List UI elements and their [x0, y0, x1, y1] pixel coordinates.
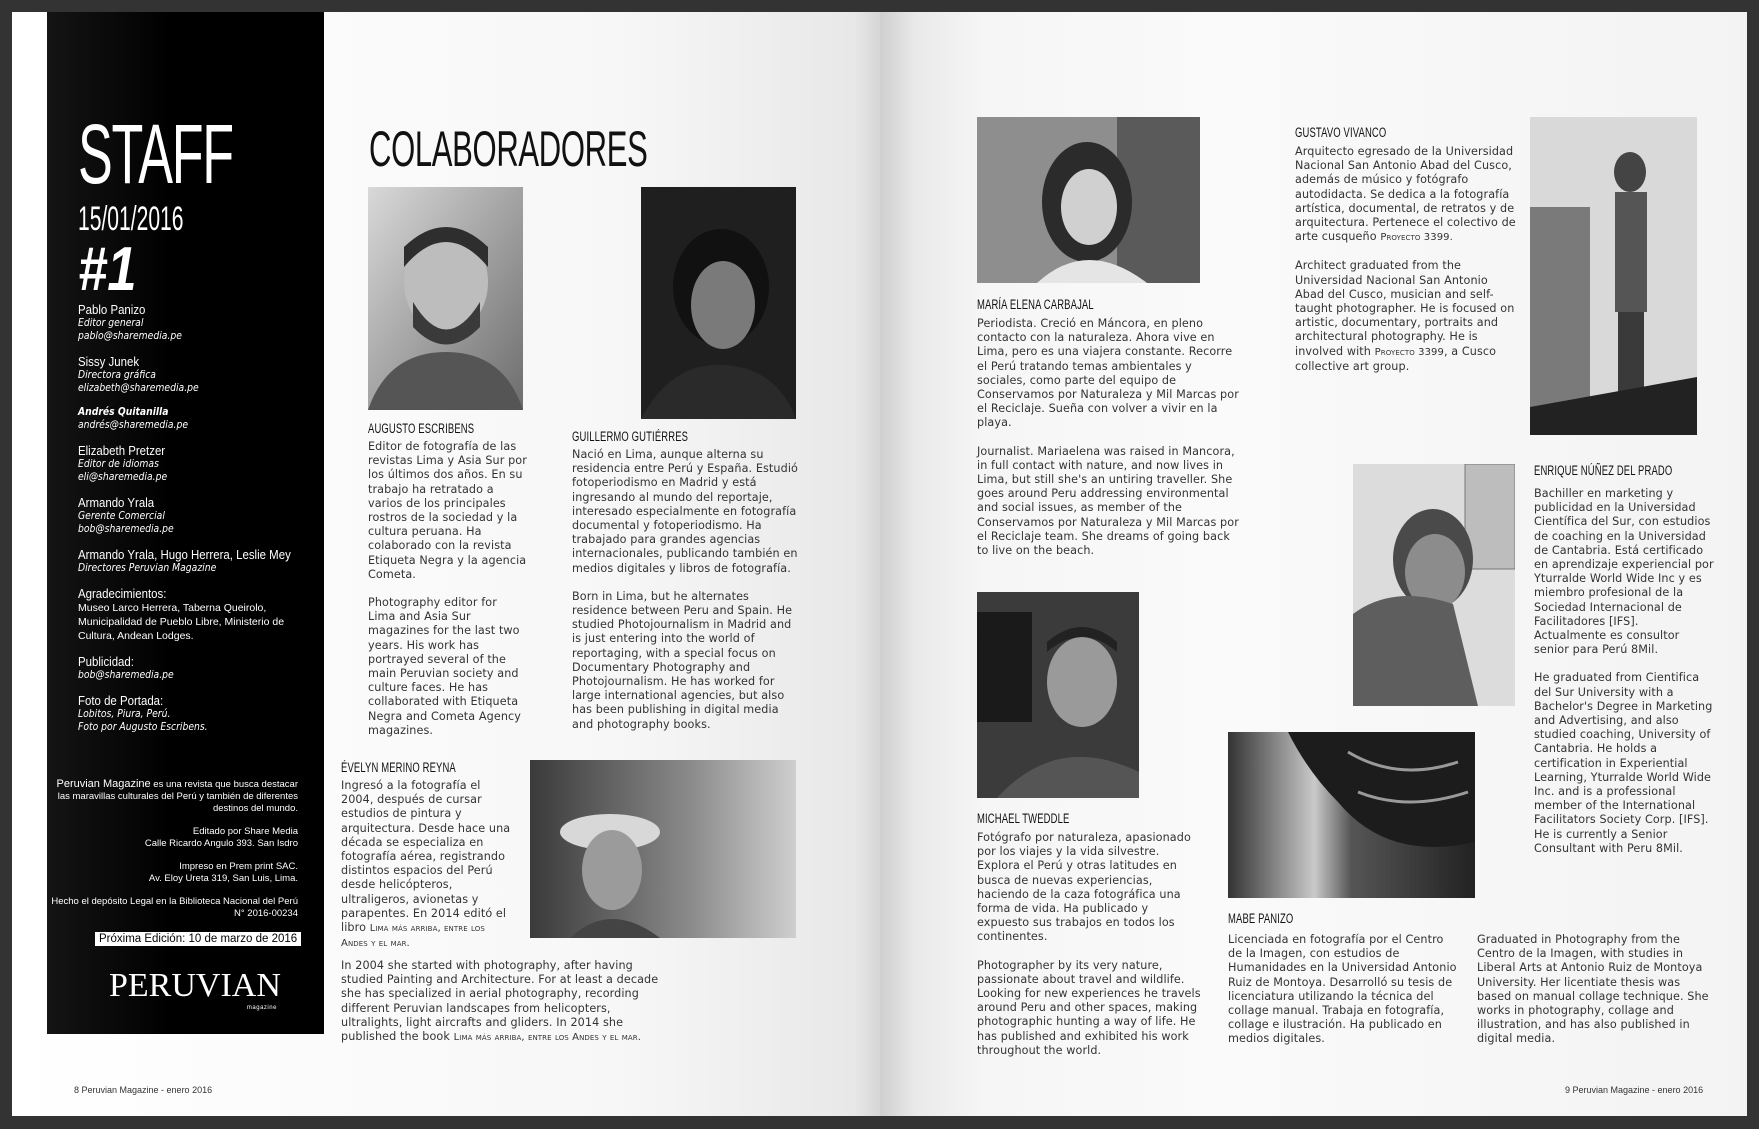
- staff-entry: [78, 547, 318, 575]
- bio-english: In 2004 she started with photography, after having studied Painting and Architecture. For at least a decade she has specialized in aerial photography, recording different Peruvian landscapes from helicopters, ultralights, light aircrafts and gliders. In 2014 she published the book Lima más arriba, entre los Andes y el mar.: [341, 959, 659, 1044]
- contributor-bio: [1534, 487, 1714, 870]
- staff-role: Editor de idiomas: [78, 458, 159, 470]
- colophon-brand: Peruvian Magazine: [56, 778, 151, 790]
- logo-main: PERUVIAN: [109, 967, 281, 1004]
- contributor-name: GUSTAVO VIVANCO: [1295, 125, 1387, 140]
- bio-english: Architect graduated from the Universidad Nacional San Antonio Abad del Cusco, musician and self-taught photographer. He is focused on artistic, documentary, portraits and architectural photography. He is involved with Proyecto 3399, a Cusco collective art group.: [1295, 259, 1515, 373]
- bio-spanish: Bachiller en marketing y publicidad en la Universidad Científica del Sur, con estudios de coaching en la Universidad de Cantabria. Está certificado en aprendizaje experiencial por Yturralde World Wide Inc y es miembro profesional de la Sociedad Internacional de Facilitadores [IFS]. Actualmente es consultor senior para Perú 8Mil.: [1534, 487, 1714, 657]
- staff-email[interactable]: elizabeth@sharemedia.pe: [78, 382, 199, 394]
- bio-english: Graduated in Photography from the Centro de la Imagen, with studies in Liberal Arts at Antonio Ruiz de Montoya University. Her licentiate thesis was based on manual collage technique. She works in photography, collage and illustration, and has also published in digital media.: [1477, 933, 1709, 1046]
- contributor-bio-spanish: [1228, 933, 1460, 1061]
- staff-name: Armando Yrala, Hugo Herrera, Leslie Mey: [78, 547, 291, 562]
- staff-email[interactable]: pablo@sharemedia.pe: [78, 330, 182, 342]
- staff-entry: [78, 354, 318, 395]
- group-name: Proyecto 3399: [1374, 346, 1444, 358]
- bio-english: Photography editor for Lima and Asia Sur magazines for the last two years. His work has portrayed several of the main Peruvian society and culture faces. He has collaborated with Etiqueta Negra and Cometa Agency magazines.: [368, 596, 522, 737]
- photo-evelyn-merino-reyna: [530, 760, 796, 938]
- photo-gustavo-vivanco: [1530, 117, 1697, 435]
- staff-role: Directora gráfica: [78, 369, 156, 381]
- book-title: Lima más arriba, entre los Andes y el mar.: [453, 1032, 641, 1044]
- contributor-bio: [572, 448, 802, 746]
- staff-entry: [78, 406, 318, 432]
- bio-spanish: Periodista. Creció en Máncora, en pleno contacto con la naturaleza. Ahora vive en Lima, pero es una viajera constante. Recorre el Perú tratando temas ambientales y sociales, como parte del equipo de Conservamos por Naturaleza y Mil Marcas por el Reciclaje. Sueña con volver a vivir en la playa.: [977, 317, 1239, 430]
- bio-english: Born in Lima, but he alternates residence between Peru and Spain. He studied Photojournalism in Madrid and is just entering into the world of reportaging, with a special focus on Documentary Photography and Photojournalism. He has worked for large international agencies, but also has been publishing in digital media and photography books.: [572, 589, 793, 731]
- staff-sidebar: [47, 12, 324, 1034]
- staff-name: Sissy Junek: [78, 354, 140, 369]
- printed-address: Av. Eloy Ureta 319, San Luis, Lima.: [148, 873, 298, 884]
- edited-address: Calle Ricardo Angulo 393. San Isdro: [144, 838, 298, 849]
- photo-michael-tweddle: [977, 592, 1139, 798]
- issue-date: 15/01/2016: [78, 200, 184, 238]
- staff-role: Gerente Comercial: [78, 510, 165, 522]
- bio-spanish: Nació en Lima, aunque alterna su residencia entre Perú y España. Estudió fotoperiodismo en Madrid y está ingresando al mundo del reportaje, interesado especialmente en fotografía documental y fotoperiodismo. Ha trabajado para grandes agencias internacionales, publicando también en medios digitales y libros de fotografía.: [572, 448, 798, 575]
- contributor-name: MARÍA ELENA CARBAJAL: [977, 297, 1094, 312]
- staff-name: Elizabeth Pretzer: [78, 443, 166, 458]
- bio-english: Photographer by its very nature, passionate about travel and wildlife. Looking for new experiences he travels around Peru and other spaces, making photographic hunting a way of life. He has published and exhibited his work throughout the world.: [977, 958, 1201, 1057]
- staff-list: [78, 302, 318, 745]
- cover-credit-block: [78, 693, 318, 734]
- photo-enrique-nunez-del-prado: [1353, 464, 1515, 706]
- edited-by: Editado por Share Media: [192, 826, 298, 837]
- magazine-spread: [12, 12, 1747, 1116]
- book-title: Lima más arriba, entre los Andes y el mar.: [341, 923, 485, 950]
- bio-english: He graduated from Cientifica del Sur University with a Bachelor's Degree in Marketing and Advertising, and also studied coaching, University of Cantabria. He holds a certification in Experiential Learning, Yturralde World Wide Inc. and is a professional member of the International Facilitators Society Corp. [IFS]. He is currently a Senior Consultant with Peru 8Mil.: [1534, 671, 1713, 855]
- photo-augusto-escribens: [368, 187, 523, 410]
- staff-name: Pablo Panizo: [78, 302, 146, 317]
- bio-spanish: Ingresó a la fotografía el 2004, después de cursar estudios de pintura y arquitectura. Desde hace una década se especializa en fotografía aérea, registrando distintos espacios del Perú desde helicópteros, ultraligeros, avionetas y parapentes. En 2014 editó el libro Lima más arriba, entre los Andes y el mar.: [341, 779, 511, 950]
- staff-entry: [78, 302, 318, 343]
- staff-title: STAFF: [78, 107, 233, 201]
- thanks-text: Museo Larco Herrera, Taberna Queirolo, Municipalidad de Pueblo Libre, Ministerio de Cultura, Andean Lodges.: [78, 602, 285, 642]
- bio-spanish: Fotógrafo por naturaleza, apasionado por los viajes y la vida silvestre. Explora el Perú y otras latitudes en busca de nuevas experiencias, haciendo de la caza fotográfica una forma de vida. Ha publicado y expuesto sus trabajos en todos los continentes.: [977, 831, 1191, 944]
- left-page: [12, 12, 880, 1116]
- group-name: Proyecto 3399.: [1380, 232, 1453, 244]
- bio-english: Journalist. Mariaelena was raised in Mancora, in full contact with nature, and now lives in Lima, but still she's an untiring traveller. She goes around Peru addressing environmental and social issues, as member of the Conservamos por Naturaleza y Mil Marcas por el Reciclaje team. She dreams of going back to live on the beach.: [977, 444, 1239, 558]
- photo-mabe-panizo: [1228, 732, 1475, 898]
- legal-deposit: Hecho el depósito Legal en la Biblioteca Nacional del Perú: [51, 896, 298, 907]
- cover-credit: Foto por Augusto Escribens.: [78, 721, 208, 733]
- advertising-email[interactable]: bob@sharemedia.pe: [78, 669, 174, 681]
- issue-number: #1: [78, 235, 137, 304]
- printed-by: Impreso en Prem print SAC.: [179, 861, 298, 872]
- contributor-name: AUGUSTO ESCRIBENS: [368, 421, 475, 436]
- contributor-name: MABE PANIZO: [1228, 911, 1294, 926]
- staff-entry: [78, 495, 318, 536]
- staff-email[interactable]: bob@sharemedia.pe: [78, 523, 174, 535]
- photo-maria-elena-carbajal: [977, 117, 1200, 283]
- contributor-bio: [1295, 145, 1517, 388]
- photo-guillermo-gutierres: [641, 187, 796, 419]
- contributor-bio: [977, 317, 1242, 572]
- right-page: [880, 12, 1747, 1116]
- staff-role: Editor general: [78, 317, 144, 329]
- staff-name: Armando Yrala: [78, 495, 155, 510]
- contributor-bio-english: [341, 959, 671, 1059]
- peruvian-magazine-logo: [109, 967, 281, 1011]
- page-number-right: 9 Peruvian Magazine - enero 2016: [1565, 1085, 1704, 1095]
- legal-number: N° 2016-00234: [233, 908, 298, 919]
- contributor-bio: [341, 779, 511, 965]
- colophon: [48, 778, 298, 931]
- bio-spanish: Editor de fotografía de las revistas Lima y Asia Sur por los últimos dos años. En su trabajo ha retratado a varios de los principales rostros de la sociedad y la cultura peruana. Ha colaborado con la revista Etiqueta Negra y la agencia Cometa.: [368, 440, 527, 581]
- staff-role: Directores Peruvian Magazine: [78, 562, 217, 574]
- thanks-label: Agradecimientos:: [78, 586, 167, 601]
- staff-email[interactable]: andrés@sharemedia.pe: [78, 419, 189, 431]
- bio-spanish: Arquitecto egresado de la Universidad Nacional San Antonio Abad del Cusco, además de músico y fotógrafo autodidacta. Se dedica a la fotografía artística, documental, de retratos y de arquitectura. Pertenece el colectivo de arte cusqueño Proyecto 3399.: [1295, 145, 1516, 244]
- page-number-left: 8 Peruvian Magazine - enero 2016: [74, 1085, 213, 1095]
- logo-sub: magazine: [246, 1005, 277, 1011]
- contributor-name: ÉVELYN MERINO REYNA: [341, 760, 456, 775]
- staff-entry: [78, 443, 318, 484]
- contributor-bio: [368, 440, 528, 752]
- bio-spanish: Licenciada en fotografía por el Centro de la Imagen, con estudios de Humanidades en la Universidad Antonio Ruiz de Montoya. Desarrolló su tesis de licenciatura utilizando la técnica del collage manual. Trabaja en fotografía, collage e ilustración. Ha publicado en medios digitales.: [1228, 933, 1457, 1046]
- cover-place: Lobitos, Piura, Perú.: [78, 708, 171, 720]
- next-edition-badge: Próxima Edición: 10 de marzo de 2016: [95, 932, 301, 946]
- contributor-bio-english: [1477, 933, 1709, 1061]
- advertising-label: Publicidad:: [78, 654, 134, 669]
- contributor-bio: [977, 831, 1202, 1072]
- colophon-about: es una revista que busca destacar las maravillas culturales del Perú y también de diferentes destinos del mundo.: [57, 779, 298, 814]
- contributor-name: ENRIQUE NÚÑEZ DEL PRADO: [1534, 463, 1673, 478]
- staff-role: Andrés Quitanilla: [78, 406, 169, 418]
- advertising-block: [78, 654, 318, 682]
- page-title: COLABORADORES: [369, 121, 648, 177]
- contributor-name: MICHAEL TWEDDLE: [977, 811, 1070, 826]
- cover-label: Foto de Portada:: [78, 693, 164, 708]
- thanks-block: [78, 586, 318, 643]
- staff-email[interactable]: eli@sharemedia.pe: [78, 471, 168, 483]
- contributor-name: GUILLERMO GUTIÉRRES: [572, 429, 689, 444]
